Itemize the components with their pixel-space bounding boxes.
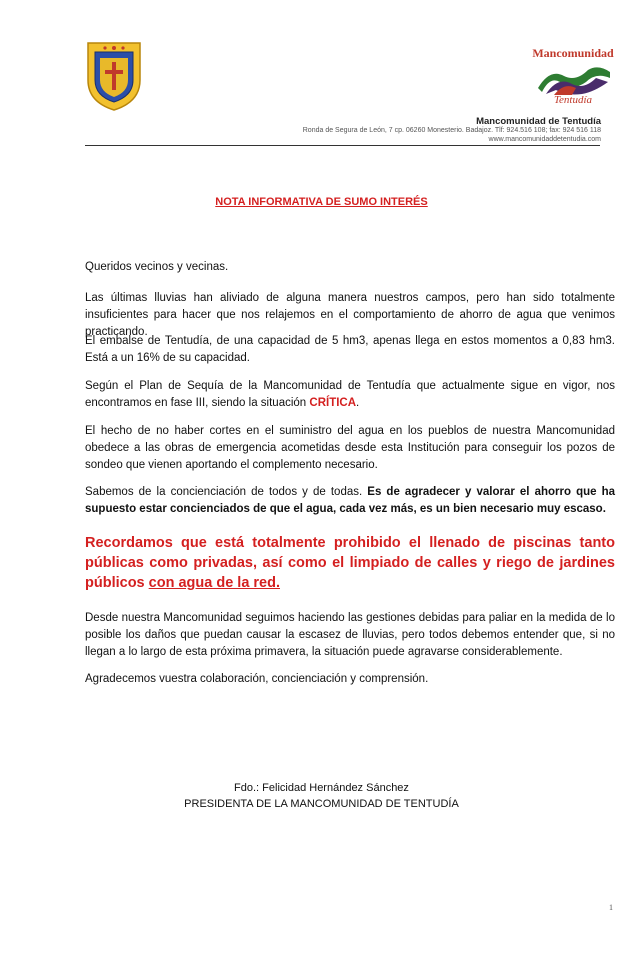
organization-name: Mancomunidad de Tentudía	[476, 116, 601, 127]
paragraph-drought-plan	[85, 378, 615, 412]
paragraph-reservoir: El embalse de Tentudía, de una capacidad de 5 hm3, apenas llega en estos momentos a 0,83 hm3. Está a un 16% de su capacidad.	[85, 335, 615, 364]
organization-website[interactable]: www.mancomunidaddetentudia.com	[488, 136, 601, 143]
logo-subtitle: Tentudía	[553, 94, 593, 106]
prohibition-notice	[85, 533, 615, 593]
drought-plan-end: .	[356, 397, 360, 409]
paragraph-management: Desde nuestra Mancomunidad seguimos haciendo las gestiones debidas para paliar en la medida de lo posible los daños que puedan causar la escasez de lluvias, pero todos debemos entender que, si no llegan a lo largo de esta próxima primavera, la situación puede agravarse considerablemente.	[85, 612, 615, 658]
drought-plan-text: Según el Plan de Sequía de la Mancomunidad de Tentudía que actualmente sigue en vigor, nos encontramos en fase III, siendo la situación	[85, 380, 615, 409]
document-title: NOTA INFORMATIVA DE SUMO INTERÉS	[215, 196, 428, 208]
paragraph-thanks: Agradecemos vuestra colaboración, concienciación y comprensión.	[85, 673, 429, 685]
paragraph-emergency-works: El hecho de no haber cortes en el suministro del agua en los pueblos de nuestra Mancomunidad obedece a las obras de emergencia acometidas desde esta Institución para conseguir los pozos de sondeo que vienen aportando el complemento necesario.	[85, 425, 615, 471]
mancomunidad-logo	[528, 40, 618, 112]
notice-underlined-text: con agua de la red.	[148, 575, 280, 591]
awareness-bold-text: Es de agradecer y valorar el ahorro que ha supuesto estar concienciados de que el agua, cada vez más, es un bien necesario muy escaso.	[85, 486, 616, 515]
signature-name: Fdo.: Felicidad Hernández Sánchez	[234, 782, 409, 794]
signature-title: PRESIDENTA DE LA MANCOMUNIDAD DE TENTUDÍA	[184, 798, 459, 810]
landscape-logo-graphic	[536, 62, 612, 96]
critical-label: CRÍTICA	[309, 397, 357, 409]
notice-text: Recordamos que está totalmente prohibido el llenado de piscinas tanto públicas como privadas, así como el limpiado de calles y riego de jardines públicos	[85, 535, 615, 591]
municipal-crest-logo	[85, 40, 143, 112]
organization-address: Ronda de Segura de León, 7 cp. 06260 Monesterio. Badajoz. Tlf: 924.516 108; fax: 924 516 118	[302, 127, 601, 134]
awareness-text: Sabemos de la concienciación de todos y de todas.	[85, 486, 368, 498]
logo-title: Mancomunidad	[532, 46, 614, 60]
paragraph-awareness	[85, 484, 615, 518]
header-divider	[85, 145, 600, 146]
paragraph-rainfall: Las últimas lluvias han aliviado de alguna manera nuestros campos, pero han sido totalmente insuficientes para hacer que nos relajemos en el comportamiento de ahorro de agua que venimos practicando.	[85, 292, 615, 338]
greeting: Queridos vecinos y vecinas.	[85, 261, 229, 273]
page-number: 1	[609, 903, 613, 912]
